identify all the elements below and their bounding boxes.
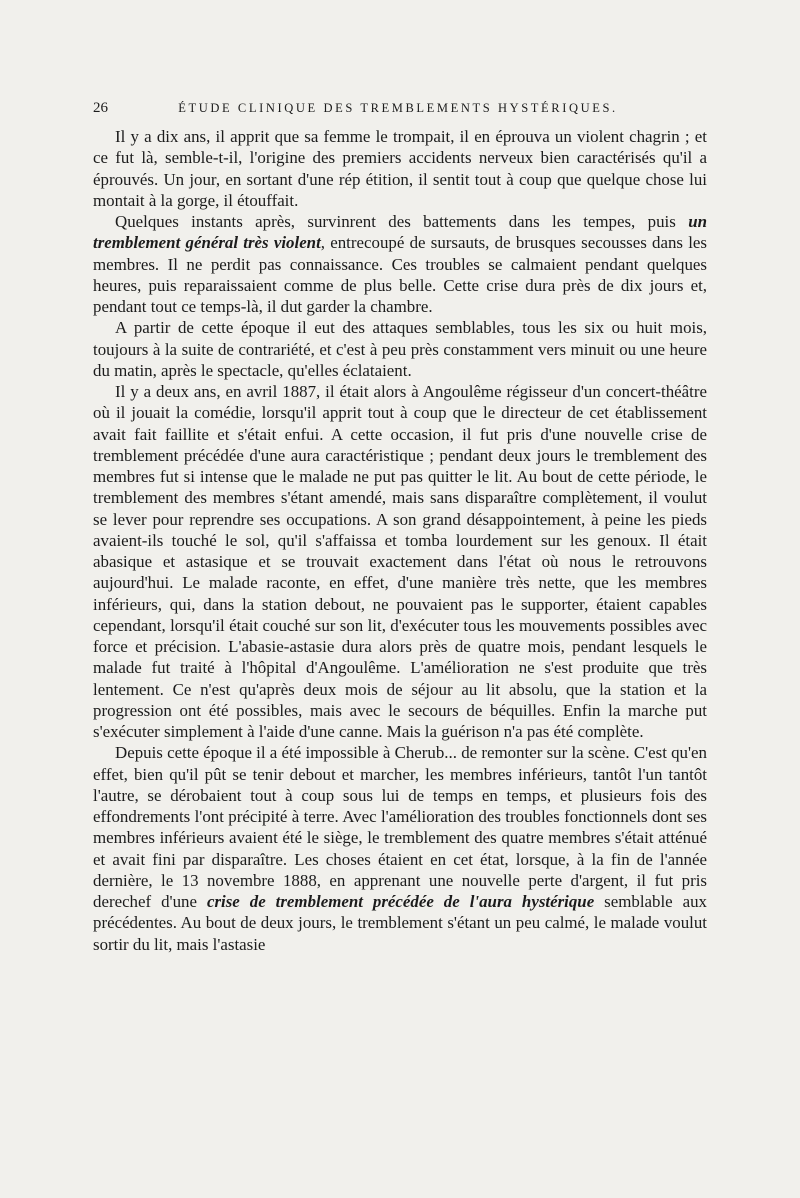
emphasized-text: un tremblement général très violent bbox=[93, 212, 707, 253]
page-number: 26 bbox=[93, 100, 108, 116]
paragraph bbox=[93, 381, 707, 742]
running-title: ÉTUDE CLINIQUE DES TREMBLEMENTS HYSTÉRIQUES. bbox=[178, 101, 618, 115]
paragraph bbox=[93, 211, 707, 317]
paragraph bbox=[93, 317, 707, 381]
text-run: Quelques instants après, survinrent des battements dans les tempes, puis bbox=[115, 212, 689, 231]
running-head bbox=[93, 100, 707, 126]
book-page bbox=[93, 100, 707, 955]
text-run: Il y a dix ans, il apprit que sa femme le trompait, il en éprouva un violent chagrin ; et ce fut là, semble-t-il, l'origine des premiers accidents nerveux bien caractérisés qu'il a éprouvés. Un jour, en sortant d'une rép étition, il sentit tout à coup que quelque chose lui montait à la gorge, il étouffait. bbox=[93, 127, 707, 210]
text-run: A partir de cette époque il eut des attaques semblables, tous les six ou huit mois, toujours à la suite de contrariété, et c'est à peu près constamment vers minuit ou une heure du matin, après le spectacle, qu'elles éclataient. bbox=[93, 318, 707, 380]
emphasized-text: crise de tremblement précédée de l'aura hystérique bbox=[206, 892, 595, 911]
paragraph bbox=[93, 742, 707, 955]
text-run: Il y a deux ans, en avril 1887, il était alors à Angoulême régisseur d'un concert-théâtre où il jouait la comédie, lorsqu'il apprit tout à coup que le directeur de cet établissement avait fait faillite et s'était enfui. A cette occasion, il fut pris d'une nouvelle crise de tremblement précédée d'une aura caractéristique ; pendant deux jours le tremblement des membres fut si intense que le malade ne put pas quitter le lit. Au bout de cette période, le tremblement des membres s'étant amendé, mais sans disparaître complètement, il voulut se lever pour reprendre ses occupations. A son grand désappointement, à peine les pieds avaient-ils touché le sol, qu'il s'affaissa et tomba lourdement sur les genoux. Il était abasique et astasique et se trouvait exactement dans l'état où nous le retrouvons aujourd'hui. Le malade raconte, en effet, d'une manière très nette, que les membres inférieurs, qui, dans la station debout, ne pouvaient pas le supporter, étaient capables cependant, lorsqu'il était couché sur son lit, d'exécuter tous les mouvements possibles avec force et précision. L'abasie-astasie dura alors près de quatre mois, pendant lesquels le malade fut traité à l'hôpital d'Angoulême. L'amélioration ne s'est produite que très lentement. Ce n'est qu'après deux mois de séjour au lit absolu, que la station et la progression ont été possibles, mais avec le secours de béquilles. Enfin la marche put s'exécuter simplement à l'aide d'une canne. Mais la guérison n'a pas été complète. bbox=[93, 382, 707, 741]
text-run: Depuis cette époque il a été impossible à Cherub... de remonter sur la scène. C'est qu'en effet, bien qu'il pût se tenir debout et marcher, les membres inférieurs, tantôt l'un tantôt l'autre, se dérobaient tout à coup sous lui de temps en temps, et plusieurs fois des effondrements l'ont précipité à terre. Avec l'amélioration des troubles fonctionnels dont ses membres inférieurs avaient été le siège, le tremblement des quatre membres s'était atténué et avait fini par disparaître. Les choses étaient en cet état, lorsque, à la fin de l'année dernière, le 13 novembre 1888, en apprenant une nouvelle perte d'argent, il fut pris derechef d'une bbox=[93, 743, 707, 911]
body-text bbox=[93, 126, 707, 955]
paragraph bbox=[93, 126, 707, 211]
text-run: , entrecoupé de sursauts, de brusques secousses dans les membres. Il ne perdit pas connaissance. Ces troubles se calmaient pendant quelques heures, puis reparaissaient comme de plus belle. Cette crise dura près de dix jours et, pendant tout ce temps-là, il dut garder la chambre. bbox=[93, 233, 707, 316]
text-run: semblable aux précédentes. Au bout de deux jours, le tremblement s'étant un peu calmé, le malade voulut sortir du lit, mais l'astasie bbox=[93, 892, 708, 954]
